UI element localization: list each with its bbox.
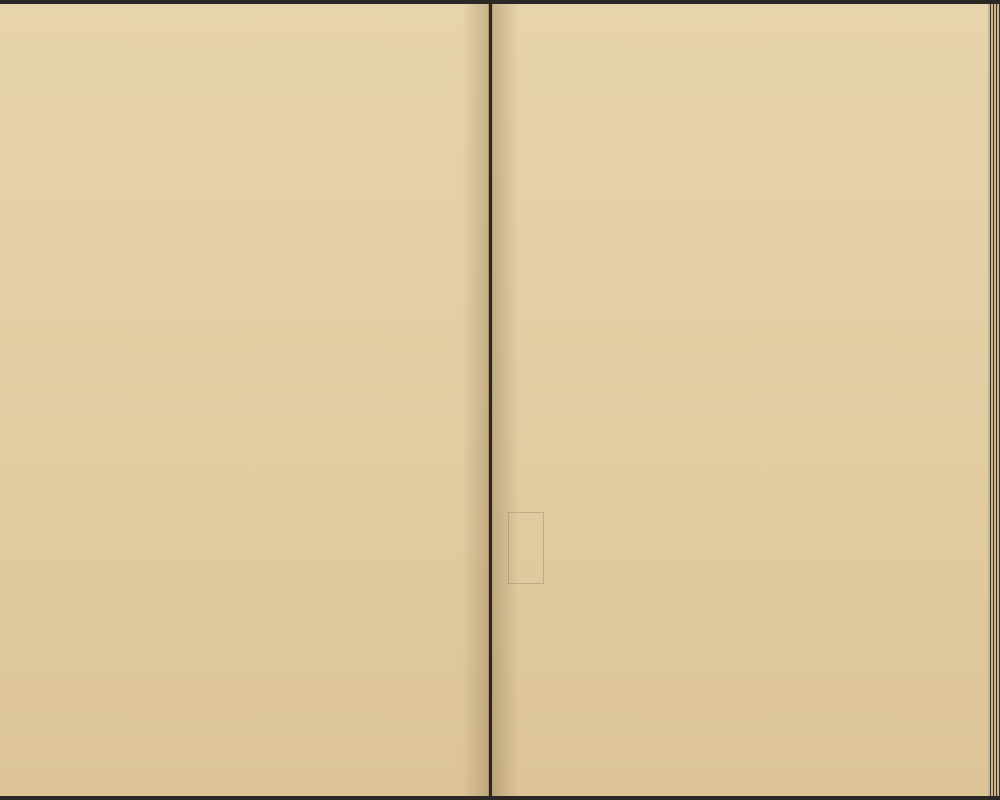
- left-page: [0, 4, 489, 796]
- page-edge-stack: [988, 4, 1000, 796]
- faint-seal-mark: [508, 512, 544, 584]
- right-page: [492, 4, 989, 796]
